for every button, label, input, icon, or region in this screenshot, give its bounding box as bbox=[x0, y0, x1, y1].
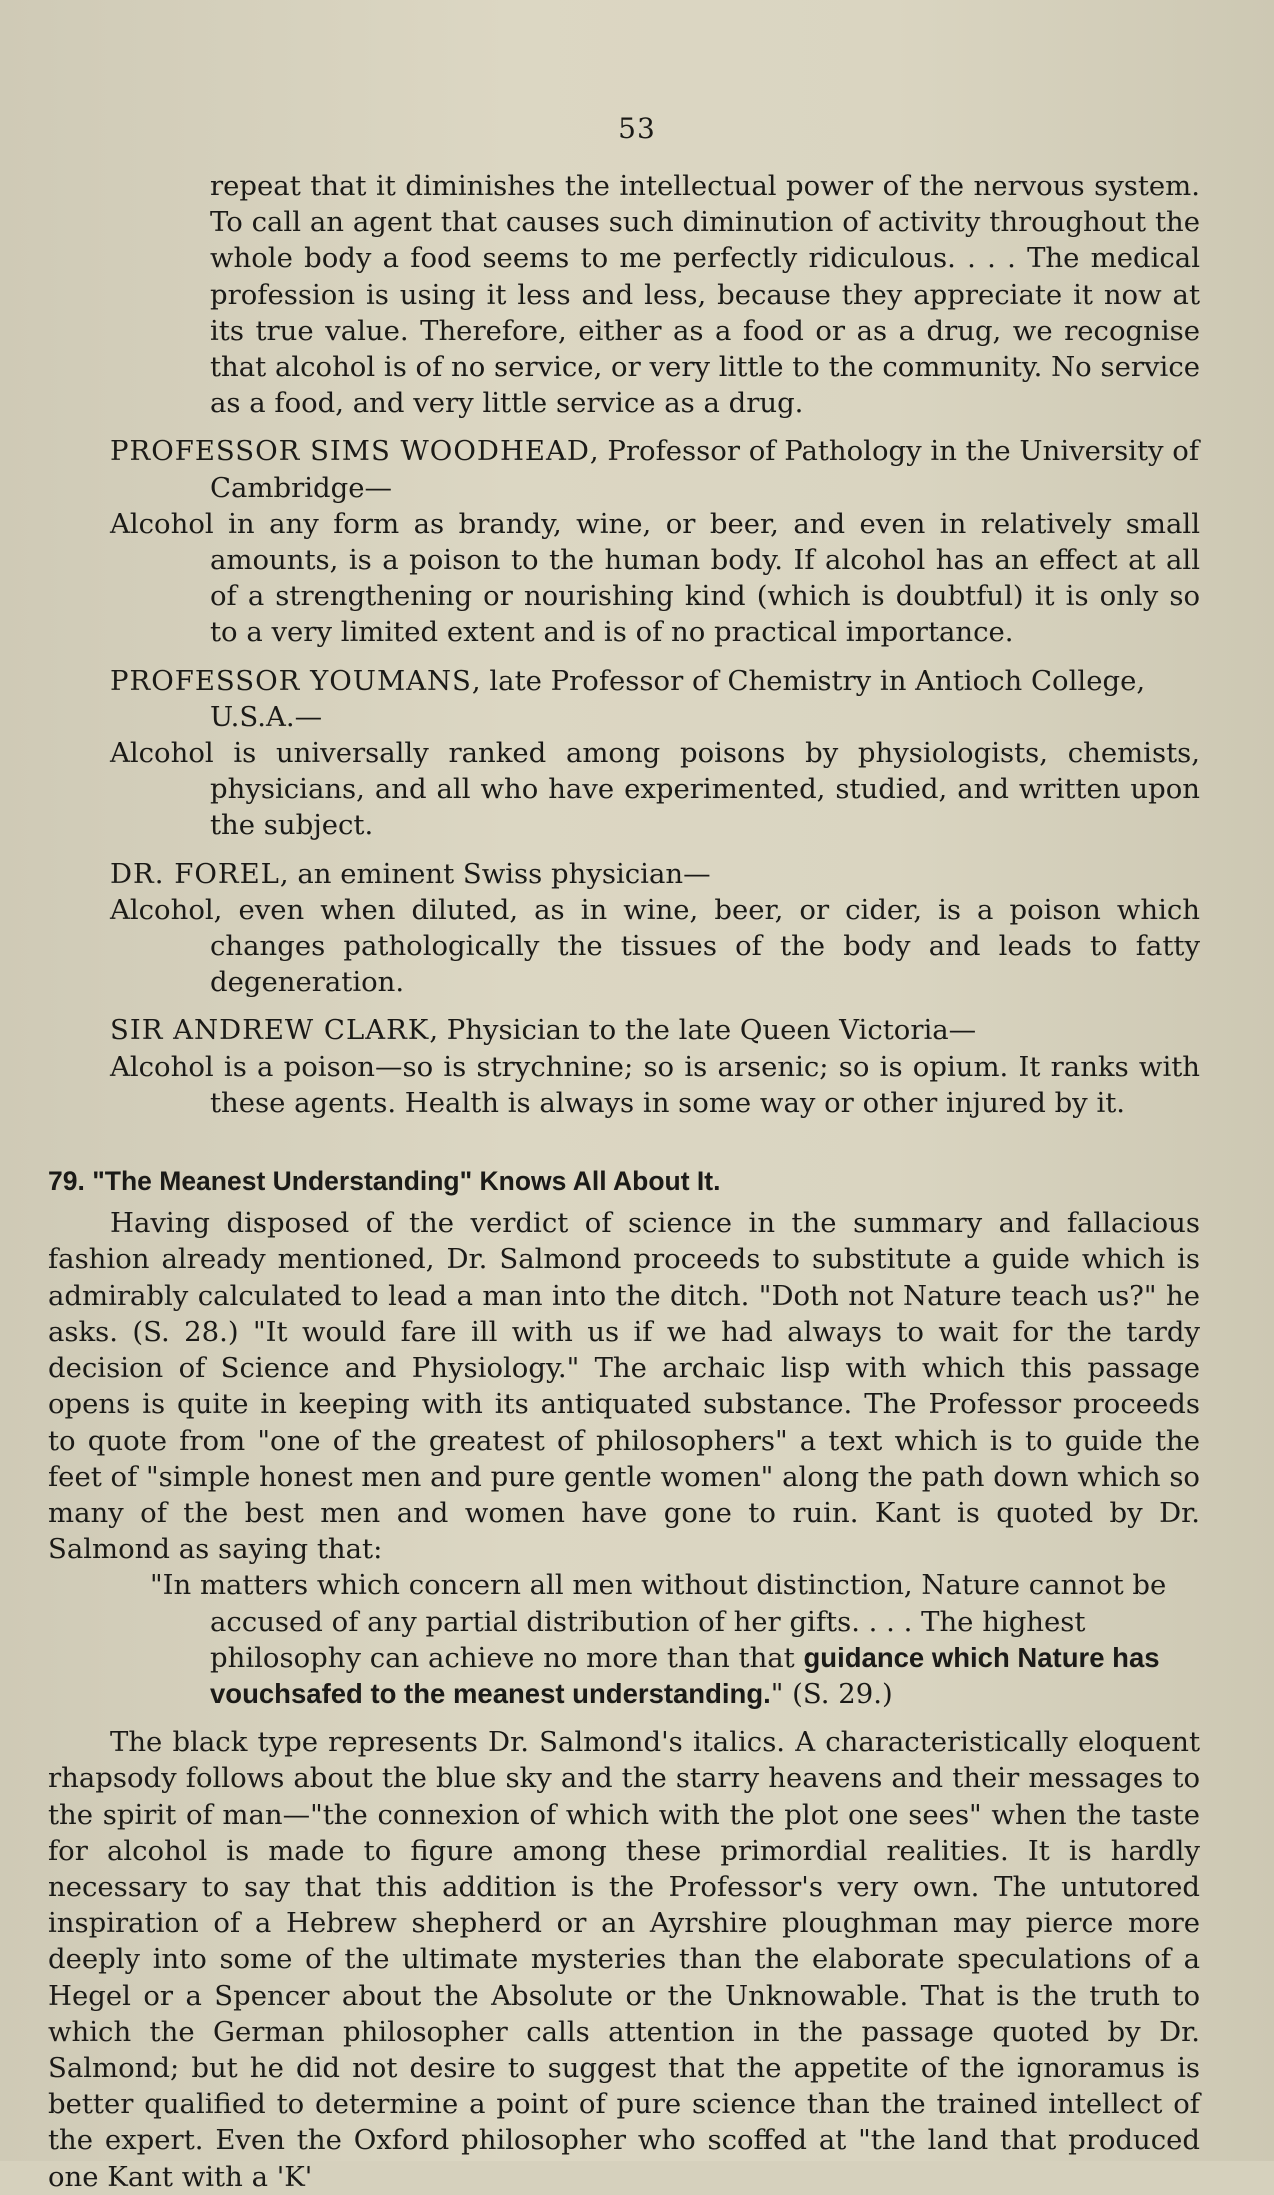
speaker-line bbox=[110, 1012, 1200, 1048]
speaker-line bbox=[110, 856, 1200, 892]
section-paragraph: Having disposed of the verdict of science in the summary and fallacious fashion already mentioned, Dr. Salmond proceeds to substitute a guide which is admirably calculated to lead a man into the ditch. "Doth not Nature teach us?" he asks. (S. 28.) "It would fare ill with us if we had always to wait for the tardy decision of Science and Physiology." The archaic lisp with which this passage opens is quite in keeping with its antiquated substance. The Professor proceeds to quote from "one of the greatest of philosophers" a text which is to guide the feet of "simple honest men and pure gentle women" along the path down which so many of the best men and women have gone to ruin. Kant is quoted by Dr. Salmond as saying that: bbox=[48, 1207, 1200, 1566]
speaker-name: SIR ANDREW CLARK bbox=[110, 1014, 430, 1047]
page-number: 53 bbox=[618, 112, 656, 145]
kant-quote-reference: " (S. 29.) bbox=[770, 1677, 893, 1710]
testimony bbox=[110, 433, 1200, 650]
intro-continuation: repeat that it diminishes the intellectual power of the nervous system. To call an agent that causes such diminution of activity throughout the whole body a food seems to me perfectly ridiculous. . . . The medical profession is using it less and less, because they appreciate it now at its true value. Therefore, either as a food or as a drug, we recognise that alcohol is of no service, or very little to the community. No service as a food, and very little service as a drug. bbox=[210, 170, 1201, 420]
testimony bbox=[110, 856, 1200, 1001]
speaker-line bbox=[110, 433, 1200, 505]
speaker-line bbox=[110, 663, 1200, 735]
testimony-quote: Alcohol is a poison—so is strychnine; so is arsenic; so is opium. It ranks with these agents. Health is always in some way or other injured by it. bbox=[110, 1050, 1200, 1119]
speaker-name: PROFESSOR SIMS WOODHEAD bbox=[110, 435, 590, 468]
testimony-quote: Alcohol, even when diluted, as in wine, beer, or cider, is a poison which changes pathologically the tissues of the body and leads to fatty degeneration. bbox=[110, 893, 1200, 999]
testimony bbox=[110, 1012, 1200, 1121]
speaker-name: PROFESSOR YOUMANS bbox=[110, 664, 472, 697]
speaker-title: , an eminent Swiss physician— bbox=[279, 857, 711, 890]
section-paragraph: The black type represents Dr. Salmond's italics. A characteristically eloquent rhapsody follows about the blue sky and the starry heavens and their messages to the spirit of man—"the connexion of which with the plot one sees" when the taste for alcohol is made to figure among these primordial realities. It is hardly necessary to say that this addition is the Professor's very own. The untutored inspiration of a Hebrew shepherd or an Ayrshire ploughman may pierce more deeply into some of the ultimate mysteries than the elaborate speculations of a Hegel or a Spencer about the Absolute or the Unknowable. That is the truth to which the German philosopher calls attention in the passage quoted by Dr. Salmond; but he did not desire to suggest that the appetite of the ignoramus is better qualified to determine a point of pure science than the trained intellect of the expert. Even the Oxford philosopher who scoffed at "the land that produced one Kant with a 'K' bbox=[48, 1726, 1200, 2193]
testimony-quote: Alcohol is universally ranked among poisons by physiologists, chemists, physicians, and all who have experimented, studied, and written upon the subject. bbox=[110, 737, 1200, 842]
speaker-title: , Professor of Pathology in the University of Cambridge— bbox=[210, 435, 1200, 504]
speaker-title: , late Professor of Chemistry in Antioch College, U.S.A.— bbox=[210, 664, 1146, 733]
kant-quote bbox=[110, 1567, 1200, 1712]
testimony bbox=[110, 663, 1200, 844]
section-heading: 79. "The Meanest Understanding" Knows All About It. bbox=[48, 1166, 721, 1197]
kant-quote-text: "In matters which concern all men without distinction, Nature cannot be accused of any partial distribution of her gifts. . . . The highest philosophy can achieve no more than that bbox=[150, 1569, 1167, 1674]
speaker-title: , Physician to the late Queen Victoria— bbox=[429, 1014, 977, 1047]
page-body bbox=[48, 168, 1201, 2195]
testimony-quote: Alcohol in any form as brandy, wine, or beer, and even in relatively small amounts, is a poison to the human body. If alcohol has an effect at all of a strengthening or nourishing kind (which is doubtful) it is only so to a very limited extent and is of no practical importance. bbox=[110, 507, 1200, 649]
kant-quote-emphasis: guidance which Nature has vouchsafed to the meanest understanding. bbox=[210, 1641, 1160, 1709]
speaker-name: DR. FOREL bbox=[110, 857, 280, 890]
